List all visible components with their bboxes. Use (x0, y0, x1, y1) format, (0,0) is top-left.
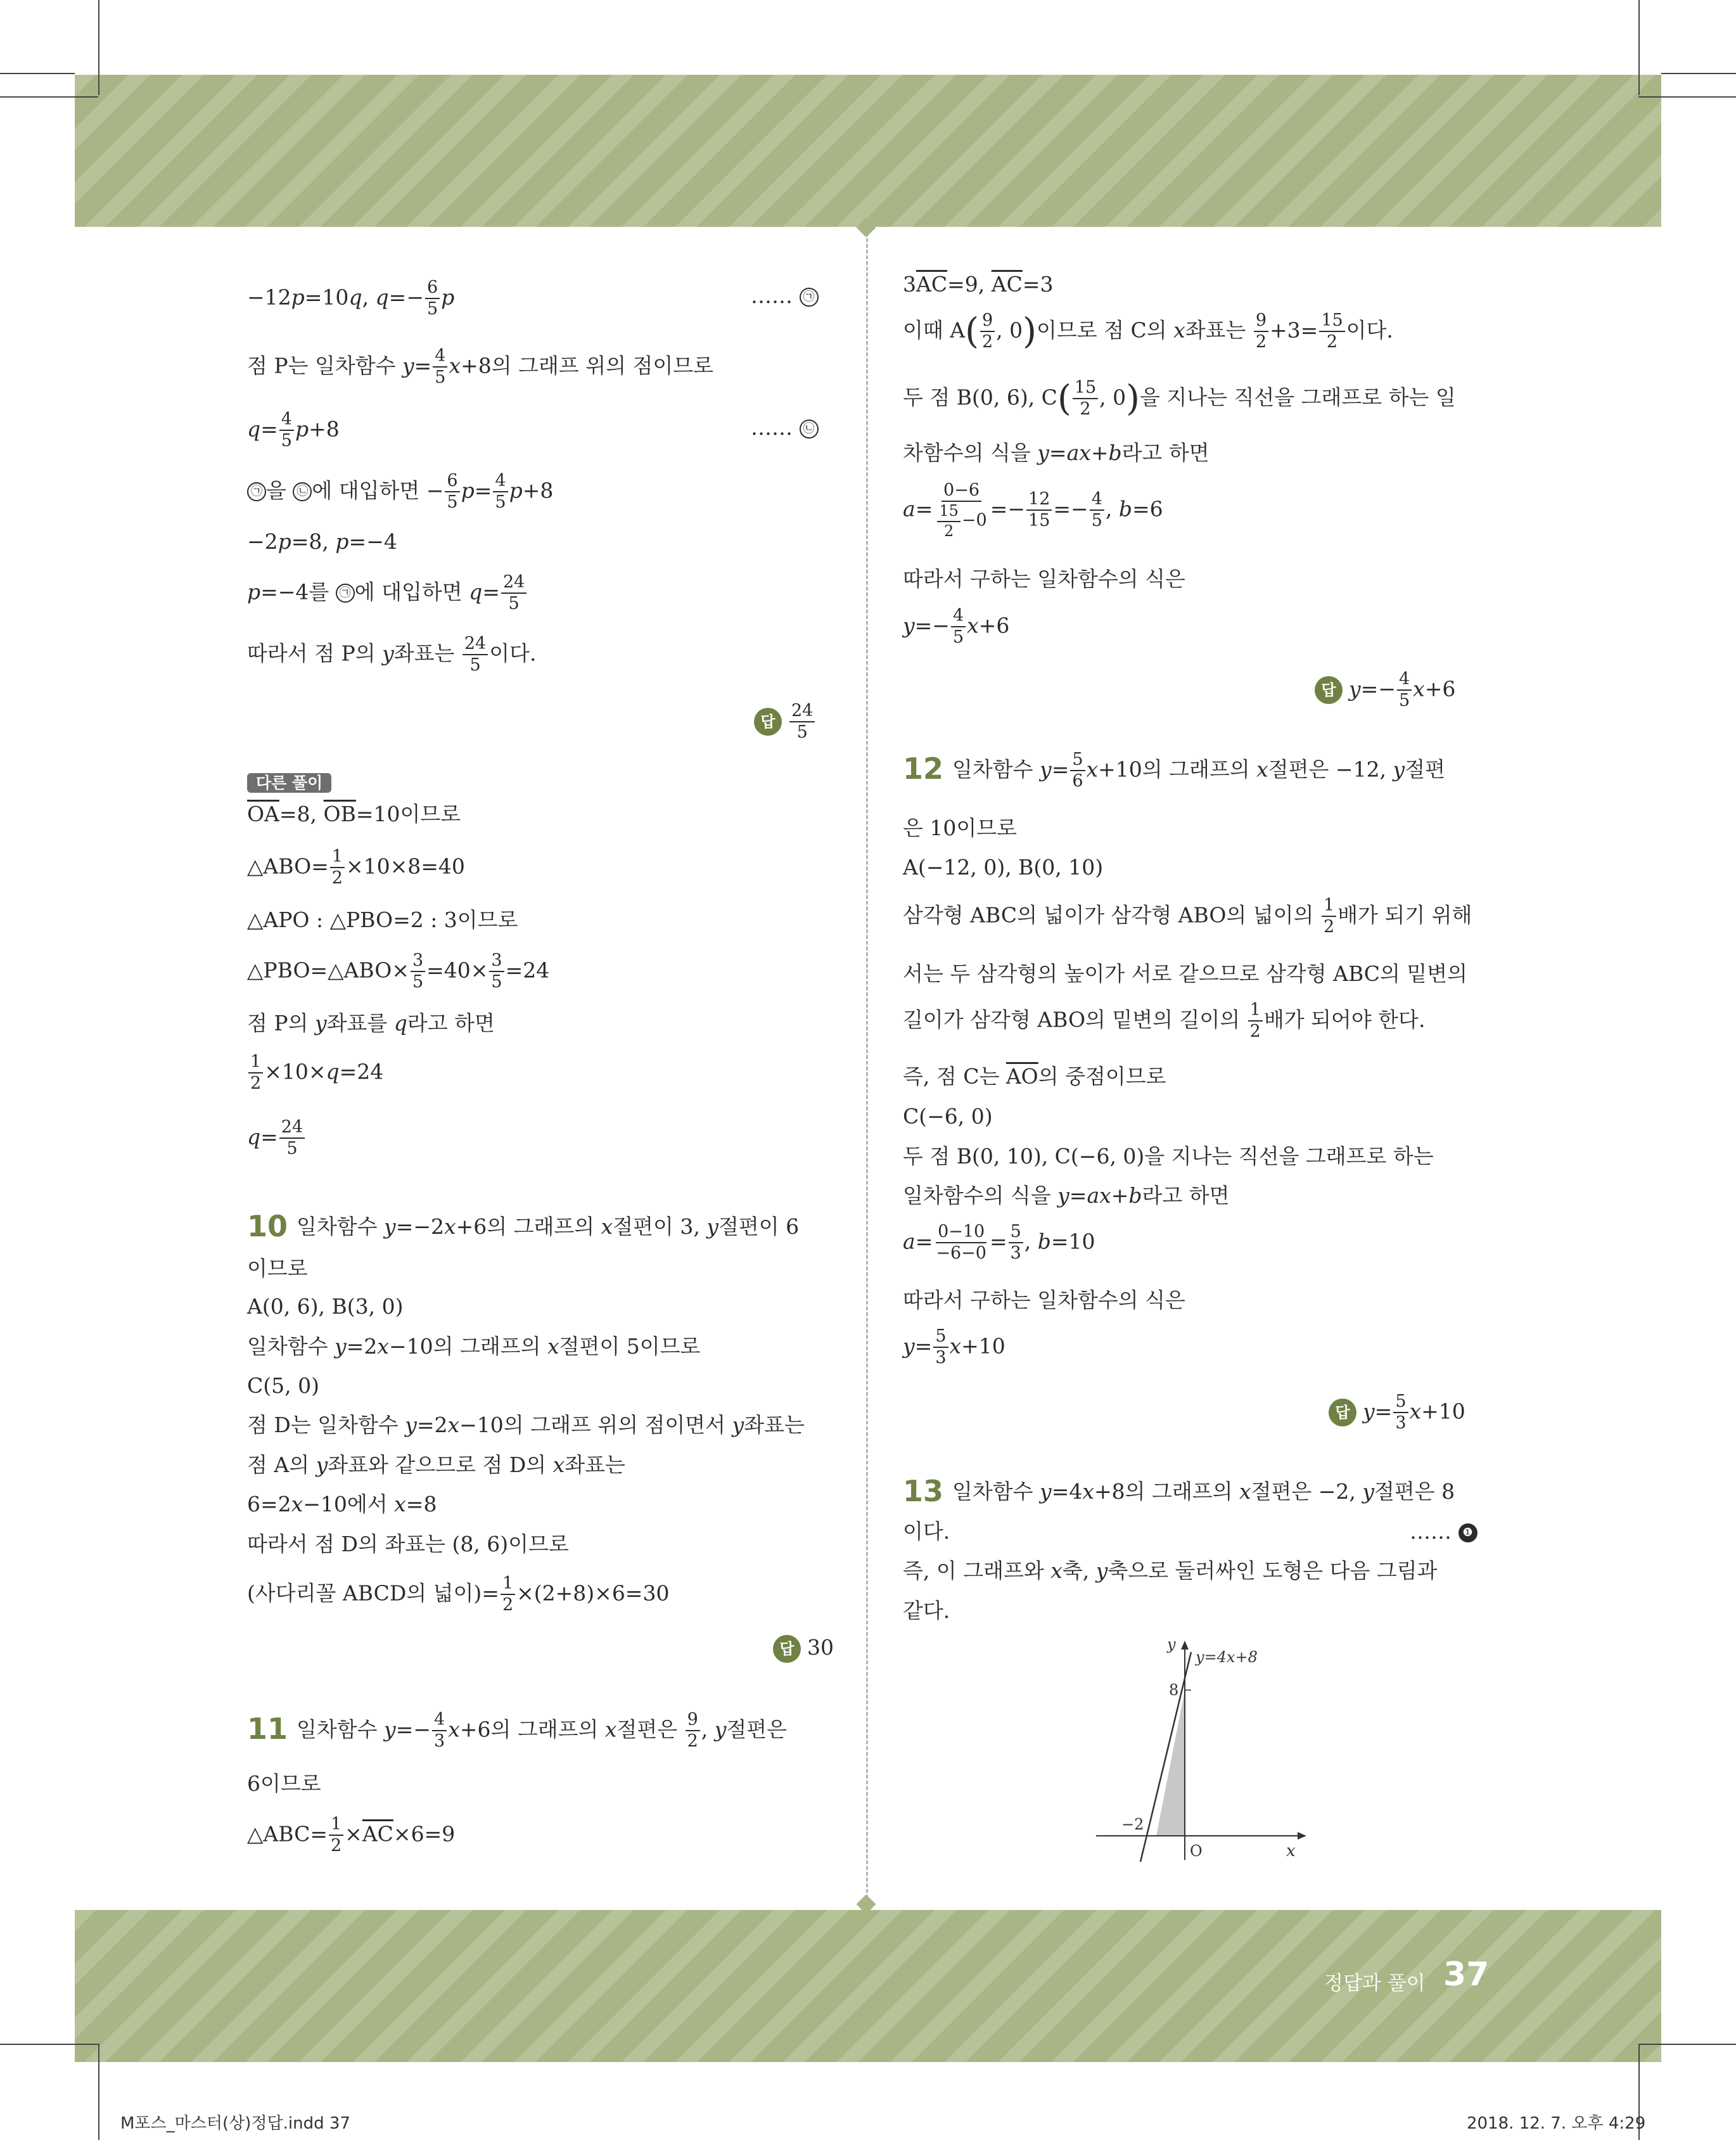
fraction: $\frac{0-10}{-6-0}$ (936, 1222, 986, 1264)
crop-mark (0, 96, 98, 98)
text-line: 점 P의 y좌표를 q라고 하면 (247, 1011, 495, 1035)
crop-mark (1638, 96, 1736, 98)
text-line: 따라서 구하는 일차함수의 식은 (903, 1288, 1185, 1312)
fraction: 0−6 $\frac{15}{2}$ −0 (934, 482, 988, 539)
fraction: $\frac{1}{2}$ (1322, 897, 1336, 937)
problem-number: 12 (903, 752, 944, 786)
eq-line: −2p=8, p=−4 (247, 529, 397, 554)
text-line: 두 점 B(0, 6), C( $\frac{15}{2}$ , 0)을 지나는 직선을 그래프로 하는 일 (903, 378, 1456, 420)
circled-label: ㉡ (800, 420, 819, 439)
problem-number: 13 (903, 1474, 944, 1508)
text-line: 즉, 점 C는 $\overline{AO}$의 중점이므로 (903, 1064, 1166, 1089)
line-graph (1096, 1632, 1312, 1866)
y-axis-label: y (1167, 1636, 1176, 1653)
text-line: A(0, 6), B(3, 0) (247, 1294, 404, 1319)
eq-line: q= $\frac{24}{5}$ (247, 1118, 306, 1158)
alt-solution-tag: 다른 풀이 (247, 771, 331, 793)
eq-line: $\frac{1}{2}$ ×10×q=24 (247, 1053, 383, 1093)
eq-line: △ABC= $\frac{1}{2}$ $\times\overline{AC}\times 6=9$ (247, 1814, 456, 1856)
text-line: 차함수의 식을 y=ax+b라고 하면 (903, 440, 1209, 465)
fraction: $\frac{5}{3}$ (1393, 1393, 1408, 1433)
text-line: 따라서 구하는 일차함수의 식은 (903, 567, 1185, 591)
crop-mark (98, 0, 99, 95)
fraction: $\frac{1}{2}$ (330, 848, 345, 888)
fraction: $\frac{1}{2}$ (1248, 1001, 1263, 1041)
eq-line: y=− $\frac{4}{5}$ x+6 (903, 606, 1010, 648)
circled-label: ㉠ (247, 482, 266, 501)
x-axis-label: x (1286, 1842, 1296, 1861)
fraction: $\frac{1}{2}$ (248, 1053, 263, 1093)
circled-label: ㉠ (336, 584, 355, 603)
text-line: 두 점 B(0, 10), C(−6, 0)을 지나는 직선을 그래프로 하는 (903, 1144, 1434, 1169)
problem-11-line: 11 일차함수 y=− $\frac{4}{3}$ x+6의 그래프의 x절편은 $\frac{9}{2}$ , y절편은 (247, 1710, 788, 1752)
answer-badge: 답 (754, 708, 782, 736)
x-intercept-label: −2 (1121, 1816, 1144, 1833)
fraction: $\frac{15}{2}$ (1319, 312, 1344, 352)
fraction: $\frac{3}{5}$ (489, 952, 504, 992)
fraction: $\frac{3}{5}$ (411, 952, 425, 992)
fraction: $\frac{4}{5}$ (279, 411, 294, 451)
answer-badge: 답 (1329, 1399, 1356, 1426)
eq-line: △ABO= $\frac{1}{2}$ ×10×8=40 (247, 847, 465, 888)
text-line: C(5, 0) (247, 1373, 319, 1398)
crop-mark (0, 2044, 98, 2045)
answer: 답 y= $\frac{5}{3}$ x+10 (1329, 1393, 1465, 1433)
text-line: 점 D는 일차함수 y=2x−10의 그래프 위의 점이면서 y좌표는 (247, 1413, 805, 1437)
fraction: $\frac{4}{5}$ (1397, 670, 1412, 710)
problem-13-line: 13 일차함수 y=4x+8의 그래프의 x절편은 −2, y절편은 8 (903, 1474, 1455, 1508)
crop-mark (1661, 73, 1736, 74)
text-line: 같다. (903, 1598, 950, 1623)
fraction: $\frac{9}{2}$ (686, 1711, 700, 1751)
circled-label: ㉡ (293, 482, 312, 501)
origin-label: O (1190, 1842, 1203, 1860)
fraction: $\frac{4}{5}$ (1090, 490, 1104, 530)
equation-tag: …… ㉠ (751, 283, 819, 308)
fraction: $\frac{1}{2}$ (329, 1816, 343, 1855)
text-line: 삼각형 ABC의 넓이가 삼각형 ABO의 넓이의 $\frac{1}{2}$ 배가 되기 위해 (903, 895, 1472, 937)
x-axis-arrow (1298, 1832, 1306, 1840)
circled-label: ㉠ (800, 288, 819, 307)
footer-file: M포스_마스터(상)정답.indd 37 (120, 2114, 350, 2133)
text-line: 일차함수의 식을 y=ax+b라고 하면 (903, 1183, 1230, 1208)
text-line: $\overline{OA}=8$, $\overline{OB}=10$이므로 (247, 802, 461, 826)
answer-badge: 답 (1315, 676, 1343, 704)
eq-line: △PBO=△ABO× $\frac{3}{5}$ =40× $\frac{3}{5}$ =24 (247, 951, 550, 992)
fraction: $\frac{12}{15}$ (1026, 490, 1052, 530)
text-line: 점 P는 일차함수 y= $\frac{4}{5}$ x+8의 그래프 위의 점이므로 (247, 346, 713, 388)
text-line: A(−12, 0), B(0, 10) (903, 855, 1104, 880)
eq-line: q= $\frac{4}{5}$ p+8 (247, 409, 340, 451)
text-line: 이므로 (247, 1256, 308, 1281)
shaded-triangle (1156, 1690, 1185, 1836)
page-label: 정답과 풀이 (1324, 1972, 1426, 1995)
text-line: 이때 A( $\frac{9}{2}$ , 0)이므로 점 C의 x좌표는 $\frac{9}{2}$ +3= $\frac{15}{2}$ 이다. (903, 311, 1393, 352)
fraction: $\frac{9}{2}$ (1254, 312, 1268, 352)
fraction: $\frac{4}{5}$ (493, 472, 507, 512)
text-line: C(−6, 0) (903, 1104, 993, 1129)
eq-line: a= 0−6 $\frac{15}{2}$ −0 =− $\frac{12}{15}$ =− $\frac{4}{5}$ , b=6 (903, 480, 1163, 540)
fraction: $\frac{24}{5}$ (463, 635, 488, 675)
right-column (903, 0, 1492, 1901)
answer: 답 30 (773, 1635, 834, 1663)
fraction: $\frac{1}{2}$ (501, 1575, 515, 1615)
fraction: $\frac{15}{2}$ (1073, 379, 1098, 419)
y-intercept-label: 8 (1169, 1681, 1179, 1699)
circled-label: ❶ (1458, 1523, 1478, 1542)
equation-tag: …… ㉡ (751, 415, 819, 440)
line-label: y=4x+8 (1196, 1648, 1258, 1666)
crop-mark (98, 2044, 99, 2140)
problem-10-line: 10 일차함수 y=−2x+6의 그래프의 x절편이 3, y절편이 6 (247, 1209, 800, 1243)
fraction: $\frac{5}{3}$ (933, 1328, 948, 1368)
column-divider (866, 227, 868, 1910)
answer (754, 702, 816, 742)
footer-timestamp: 2018. 12. 7. 오후 4:29 (1467, 2114, 1646, 2133)
text-line: p=−4를 ㉠ 에 대입하면 q= $\frac{24}{5}$ (247, 573, 528, 613)
eq-line: $3\overline{AC}=9$, $\overline{AC}=3$ (903, 272, 1054, 297)
text-line: (사다리꼴 ABCD의 넓이)= $\frac{1}{2}$ ×(2+8)×6=30 (247, 1573, 670, 1615)
fraction: $\frac{24}{5}$ (789, 702, 815, 742)
fraction: $\frac{4}{5}$ (951, 607, 966, 647)
fraction: $\frac{4}{5}$ (433, 347, 447, 387)
text-line: 6이므로 (247, 1771, 321, 1796)
fraction: $\frac{5}{6}$ (1070, 751, 1085, 791)
text-line: 일차함수 y=2x−10의 그래프의 x절편이 5이므로 (247, 1334, 701, 1359)
text-line: 서는 두 삼각형의 높이가 서로 같으므로 삼각형 ABC의 밑변의 (903, 961, 1468, 986)
footer-band (75, 1910, 1661, 2062)
fraction: $\frac{9}{2}$ (980, 312, 995, 352)
fraction: $\frac{24}{5}$ (279, 1118, 305, 1158)
fraction: $\frac{5}{3}$ (1009, 1223, 1023, 1263)
problem-12-line: 12 일차함수 y= $\frac{5}{6}$ x+10의 그래프의 x절편은 −12, y절편 (903, 750, 1445, 791)
fraction: $\frac{6}{5}$ (445, 472, 459, 512)
eq-line: y= $\frac{5}{3}$ x+10 (903, 1326, 1005, 1368)
text-line: 점 A의 y좌표와 같으므로 점 D의 x좌표는 (247, 1452, 625, 1477)
text-line: 따라서 점 D의 좌표는 (8, 6)이므로 (247, 1532, 569, 1556)
answer: 답 y=− $\frac{4}{5}$ x+6 (1315, 670, 1455, 710)
fraction: $\frac{4}{3}$ (432, 1711, 447, 1751)
text-line: 6=2x−10에서 x=8 (247, 1492, 437, 1516)
left-column (247, 0, 836, 1901)
answer-badge: 답 (773, 1635, 801, 1663)
fraction: $\frac{24}{5}$ (501, 573, 527, 613)
crop-mark (0, 73, 75, 74)
text-line: 따라서 점 P의 y좌표는 $\frac{24}{5}$ 이다. (247, 634, 537, 676)
equation-tag: …… ❶ (1410, 1519, 1478, 1544)
eq-line: a= $\frac{0-10}{-6-0}$ = $\frac{5}{3}$ , b=10 (903, 1222, 1095, 1264)
fraction: $\frac{6}{5}$ (425, 279, 440, 319)
text-line: ㉠ 을 ㉡ 에 대입하면 − $\frac{6}{5}$ p= $\frac{4}{5}$ p+8 (247, 472, 553, 512)
text-line: 길이가 삼각형 ABO의 밑변의 길이의 $\frac{1}{2}$ 배가 되어야 한다. (903, 1000, 1426, 1042)
crop-mark (1638, 2044, 1736, 2045)
page-number: 37 (1443, 1956, 1490, 1994)
crop-mark (1638, 0, 1640, 95)
text-line: 이다. (903, 1519, 950, 1544)
text-line: △APO : △PBO=2 : 3이므로 (247, 907, 518, 932)
text-line: 은 10이므로 (903, 816, 1017, 840)
problem-number: 10 (247, 1209, 288, 1243)
problem-number: 11 (247, 1712, 288, 1746)
text-line: 즉, 이 그래프와 x축, y축으로 둘러싸인 도형은 다음 그림과 (903, 1558, 1438, 1583)
y-axis-arrow (1181, 1641, 1189, 1650)
eq-line: −12p=10q, q=− $\frac{6}{5}$ p (247, 278, 455, 319)
